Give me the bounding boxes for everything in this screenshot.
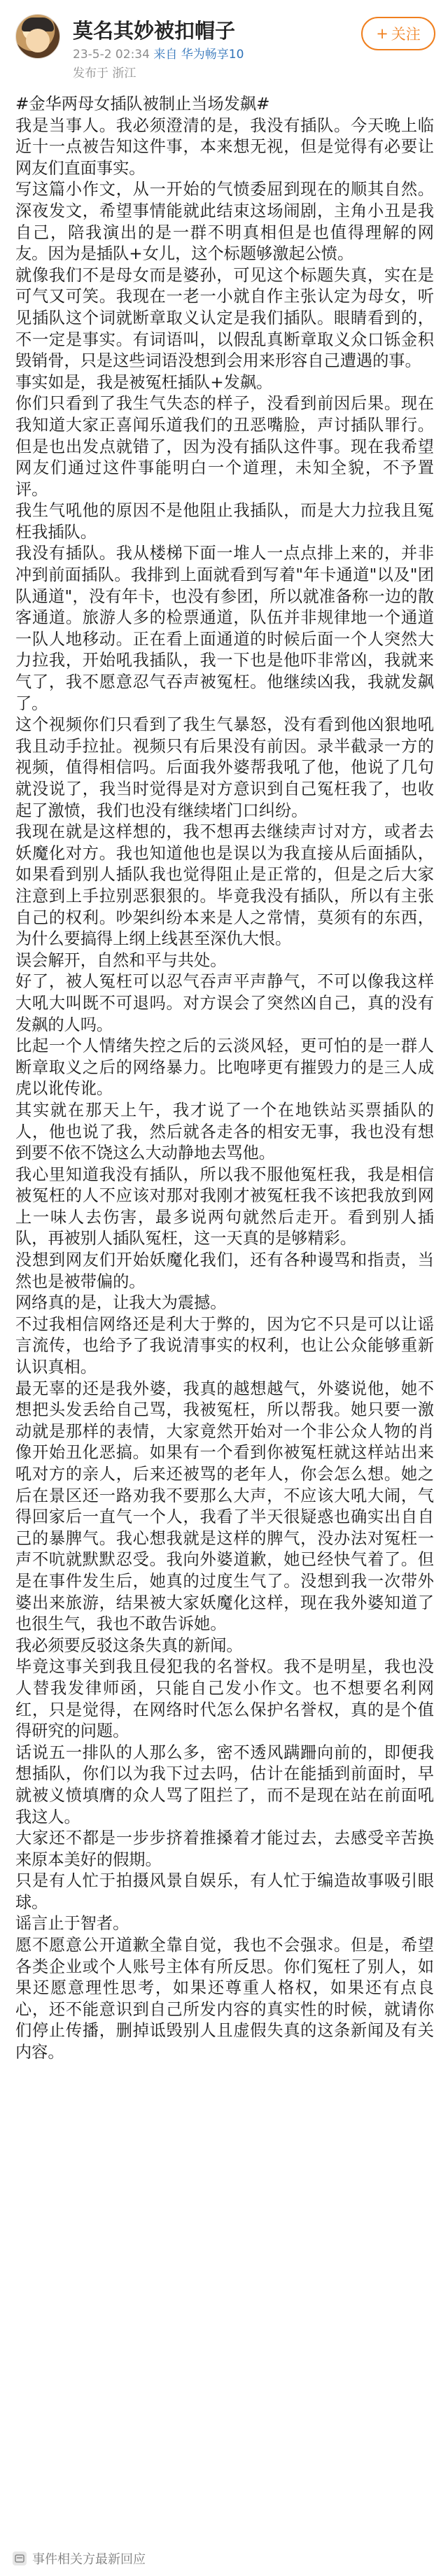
face-shape — [26, 29, 50, 52]
post-meta — [73, 44, 244, 62]
follow-button[interactable] — [361, 17, 435, 50]
body-paragraph: 好了，被人冤枉可以忍气吞声平声静气，不可以像我这样大吼大叫既不可退吗。对方误会了突然凶自己，真的没有发飙的人吗。 — [15, 972, 434, 1034]
avatar[interactable] — [15, 14, 60, 59]
body-paragraph: 网络真的是，让我大为震撼。 — [15, 1293, 227, 1313]
body-paragraph: 事实如是，我是被冤枉插队+发飙。 — [15, 372, 273, 392]
plus-icon: + — [376, 25, 388, 42]
event-icon — [13, 2552, 27, 2566]
body-paragraph-highlighted: 就像我们不是母女而是婆孙，可见这个标题失真，实在是可气又可笑。我现在一老一小就自作主张认定为母女，听见插队这个词就断章取义认定是我们插队。眼睛看到的，不一定是事实。有词语叫，以假乱真断章取义众口铄金积毁销骨，只是这些词语没想到会用来形容自己遭遇的事。 — [15, 265, 434, 371]
post-header — [0, 0, 448, 90]
body-paragraph: 大家还不都是一步步挤着推搡着才能过去，去感受辛苦换来原本美好的假期。 — [15, 1829, 434, 1869]
author-name[interactable]: 莫名其妙被扣帽子 — [73, 19, 236, 43]
body-paragraph: 毕竟这事关到我且侵犯我的名誉权。我不是明星，我也没人替我发律师函，只能自己发小作文。也不想要名利网红，只是觉得，在网络时代怎么保护名誉权，真的是个值得研究的问题。 — [15, 1657, 434, 1741]
follow-label: 关注 — [391, 26, 421, 43]
body-paragraph: 我生气吼他的原因不是他阻止我插队，而是大力拉我且冤枉我插队。 — [15, 501, 434, 542]
post-location: 发布于 浙江 — [73, 66, 136, 80]
body-paragraph: 愿不愿意公开道歉全靠自觉，我也不会强求。但是，希望各类企业或个人账号主体有所反思。你们冤枉了别人，如果还愿意理性思考，如果还尊重人格权，如果还有点良心，还不能意识到自己所发内容的真实性的时候，就请你们停止传播，删掉诋毁别人且虚假失真的这条新闻及有关内容。 — [15, 1936, 434, 2062]
body-paragraph: 我现在就是这样想的，我不想再去继续声讨对方，或者去妖魔化对方。我也知道他也是误以为我直接从后面插队，如果看到别人插队我也觉得阻止是正常的，但是之后大家注意到上手拉别恶狠狠的。毕竟我没有插队，所以有主张自己的权利。吵架纠纷本来是人之常情，莫须有的东西，为什么要搞得上纲上线甚至深仇大恨。 — [15, 822, 434, 949]
body-paragraph: 写这篇小作文，从一开始的气愤委屈到现在的顺其自然。深夜发文，希望事情能就此结束这场闹剧，主角小丑是我自己，陪我演出的是一群不明真相但是也值得理解的网友。因为是插队+女儿，这个标题够激起公愤。 — [15, 180, 434, 264]
related-responses-label: 事件相关方最新回应 — [32, 2552, 146, 2567]
body-paragraph: 我心里知道我没有插队，所以我不服他冤枉我，我是相信被冤枉的人不应该对那对我刚才被冤枉我不该把我放到网上一味人去伤害，最多说两句就然后走开。看到别人插队，再被别人插队冤枉，这一天真的是够精彩。 — [15, 1164, 434, 1248]
timestamp: 23-5-2 02:34 — [73, 48, 150, 62]
body-paragraph: 没想到网友们开始妖魔化我们，还有各种谩骂和指责，当然也是被带偏的。 — [15, 1251, 434, 1291]
body-paragraph: 我是当事人。我必须澄清的是，我没有插队。今天晚上临近十一点被告知这件事，本来想无视，但是觉得有必要让网友们直面事实。 — [15, 115, 434, 178]
body-paragraph: 谣言止于智者。 — [15, 1914, 130, 1934]
body-paragraph: 最无辜的还是我外婆，我真的越想越气，外婆说他，她不想把头发丢给自己骂，我被冤枉，所以帮我。她只要一激动就是那样的表情，大家竟然开始对一个非公众人物的肖像开始丑化恶搞。如果有一个看到你被冤枉就这样站出来吼对方的亲人，后来还被骂的老年人，你会怎么想。她之后在景区还一路劝我不要那么大声，不应该大吼大闹，气得回家后一直气一个人，我看了半天很疑惑也确实出自自己的暴脾气。我心想我就是这样的脾气，没办法对冤枉一声不吭就默默忍受。我向外婆道歉，她已经快气着了。但是在事件发生后，她真的过度生气了。没想到我一次带外婆出来旅游，结果被大家妖魔化这样，现在我外婆知道了也很生气，我也不敢告诉她。 — [15, 1379, 434, 1634]
body-paragraph: 我必须要反驳这条失真的新闻。 — [15, 1635, 243, 1655]
body-paragraph: 不过我相信网络还是利大于弊的，因为它不只是可以让谣言流传，也给予了我说清事实的权利，也让公众能够重新认识真相。 — [15, 1314, 434, 1377]
body-paragraph: 我没有插队。我从楼梯下面一堆人一点点排上来的，并非冲到前面插队。我排到上面就看到写着"年卡通道"以及"团队通道"，没有年卡，也没有参团，所以就准备称一边的散客通道。旅游人多的检票通道，队伍并非规律地一个通道一队人地移动。正在看上面通道的时候后面一个人突然大力拉我，开始吼我插队，我一下也是他吓非常凶，我就来气了，我不愿意忍气吞声被冤枉。他继续凶我，我就发飙了。 — [15, 544, 434, 713]
related-responses-link[interactable] — [13, 2549, 146, 2568]
body-paragraph: 你们只看到了我生气失态的样子，没看到前因后果。现在我知道大家正喜闻乐道我们的丑恶嘴脸，声讨插队罪行。但是也出发点就错了，因为没有插队这件事。现在我希望网友们通过这件事能明白一个道理，未知全貌，不予置评。 — [15, 394, 434, 499]
body-paragraph: 其实就在那天上午，我才说了一个在地铁站买票插队的人，他也说了我，然后就各走各的相安无事，我也没有想到要不依不饶这么大动静地去骂他。 — [15, 1100, 434, 1163]
body-paragraph-highlighted: 这个视频你们只看到了我生气暴怒，没有看到他凶狠地吼我且动手拉扯。视频只有后果没有前因。录半截录一方的视频，值得相信吗。后面我外婆帮我吼了他，他说了几句就没说了，我当时觉得是对方意识到自己冤枉我了，也收起了激愤，我们也没有继续堵门口纠纷。 — [15, 715, 434, 820]
post-body — [15, 94, 434, 2064]
device-source[interactable]: 来自 华为畅享10 — [153, 48, 244, 62]
hashtag-paragraph[interactable]: #金华两母女插队被制止当场发飙# — [15, 94, 270, 113]
body-paragraph: 比起一个人情绪失控之后的云淡风轻，更可怕的是一群人断章取义之后的网络暴力。比咆哮更有摧毁力的是三人成虎以讹传讹。 — [15, 1036, 434, 1099]
body-paragraph: 只是有人忙于拍摄风景自娱乐，有人忙于编造故事吸引眼球。 — [15, 1871, 434, 1912]
body-paragraph: 话说五一排队的人那么多，密不透风蹒跚向前的，即便我想插队，你们以为我下过去吗，估计在能插到前面时，早就被义愤填膺的众人骂了阻拦了，而不是现在站在前面吼我这人。 — [15, 1743, 434, 1827]
body-paragraph: 误会解开，自然和平与共处。 — [15, 950, 227, 970]
